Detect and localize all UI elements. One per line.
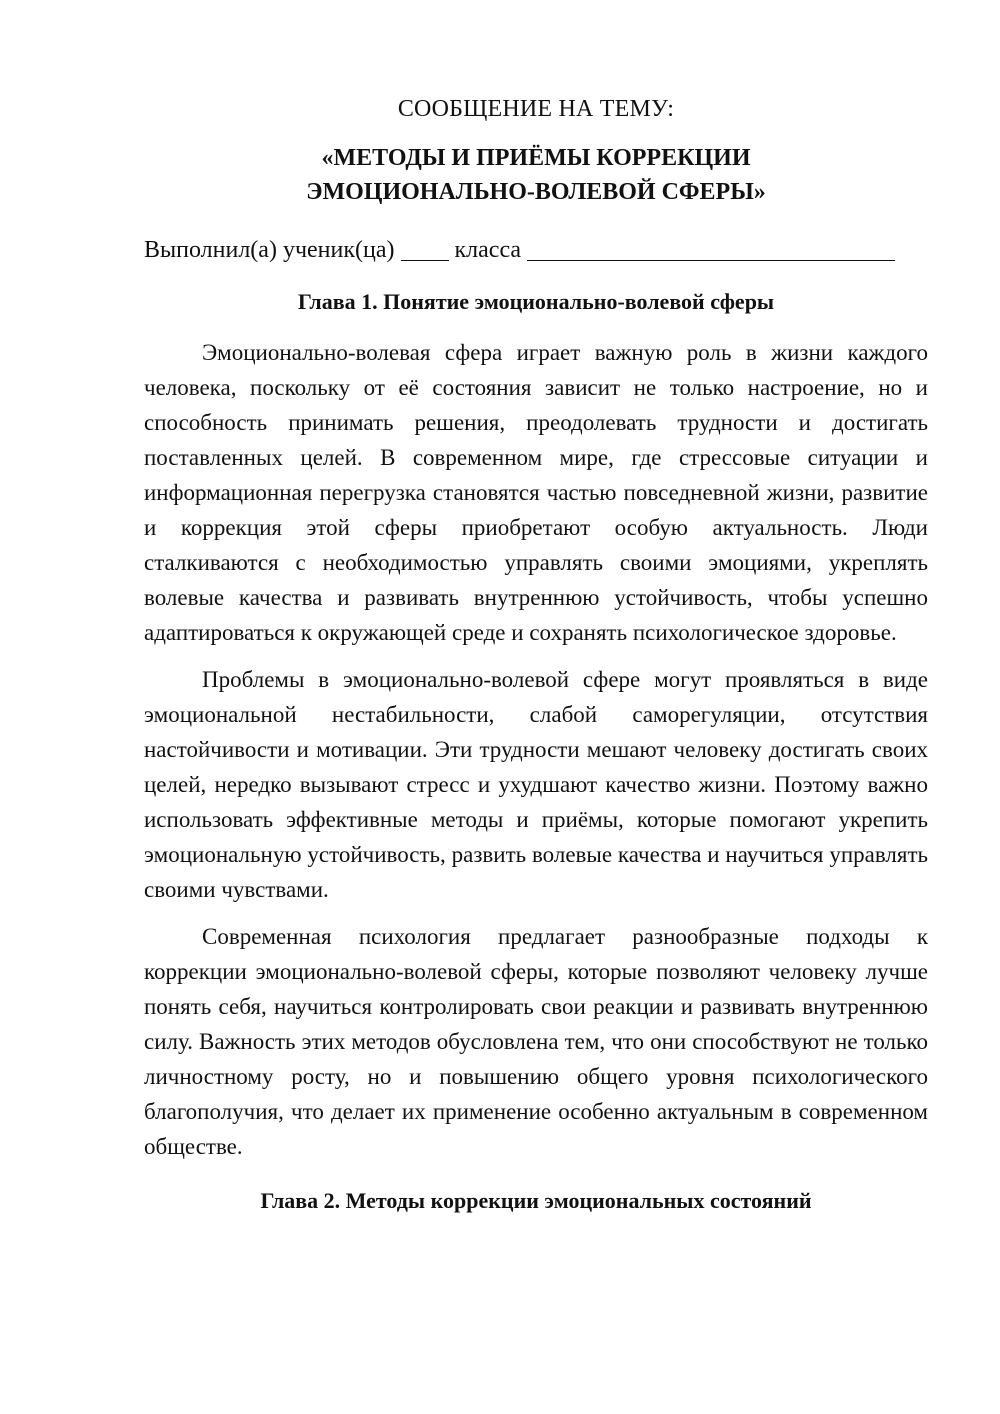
paragraph-3: Современная психология предлагает разнообразные подходы к коррекции эмоционально-волевой сферы, которые позволяют человеку лучше понять себя, научиться контролировать свои реакции и развивать внутреннюю силу. Важность этих методов обусловлена тем, что они способствуют не только личностному росту, но и повышению общего уровня психологического благополучия, что делает их применение особенно актуальным в современном обществе. — [144, 924, 928, 1159]
title-line-1: «МЕТОДЫ И ПРИЁМЫ КОРРЕКЦИИ — [321, 145, 751, 171]
document-title — [144, 141, 928, 209]
title-line-2: ЭМОЦИОНАЛЬНО-ВОЛЕВОЙ СФЕРЫ» — [306, 179, 766, 205]
author-line — [144, 233, 928, 267]
paragraph-1: Эмоционально-волевая сфера играет важную роль в жизни каждого человека, поскольку от её состояния зависит не только настроение, но и способность принимать решения, преодолевать трудности и достигать поставленных целей. В современном мире, где стрессовые ситуации и информационная перегрузка становятся частью повседневной жизни, развитие и коррекция этой сферы приобретают особую актуальность. Люди сталкиваются с необходимостью управлять своими эмоциями, укреплять волевые качества и развивать внутреннюю устойчивость, чтобы успешно адаптироваться к окружающей среде и сохранять психологическое здоровье. — [144, 340, 928, 645]
chapter-1-title: Глава 1. Понятие эмоционально-волевой сферы — [297, 289, 775, 314]
class-number-blank — [401, 238, 449, 261]
chapter-2-title: Глава 2. Методы коррекции эмоциональных состояний — [260, 1188, 812, 1213]
paragraph-2: Проблемы в эмоционально-волевой сфере могут проявляться в виде эмоциональной нестабильности, слабой саморегуляции, отсутствия настойчивости и мотивации. Эти трудности мешают человеку достигать своих целей, нередко вызывают стресс и ухудшают качество жизни. Поэтому важно использовать эффективные методы и приёмы, которые помогают укрепить эмоциональную устойчивость, развить волевые качества и научиться управлять своими чувствами. — [144, 667, 928, 902]
author-middle: класса — [454, 237, 522, 263]
author-prefix: Выполнил(а) ученик(ца) — [144, 237, 395, 263]
student-name-blank — [527, 238, 895, 261]
document-header: СООБЩЕНИЕ НА ТЕМУ: — [397, 96, 675, 122]
